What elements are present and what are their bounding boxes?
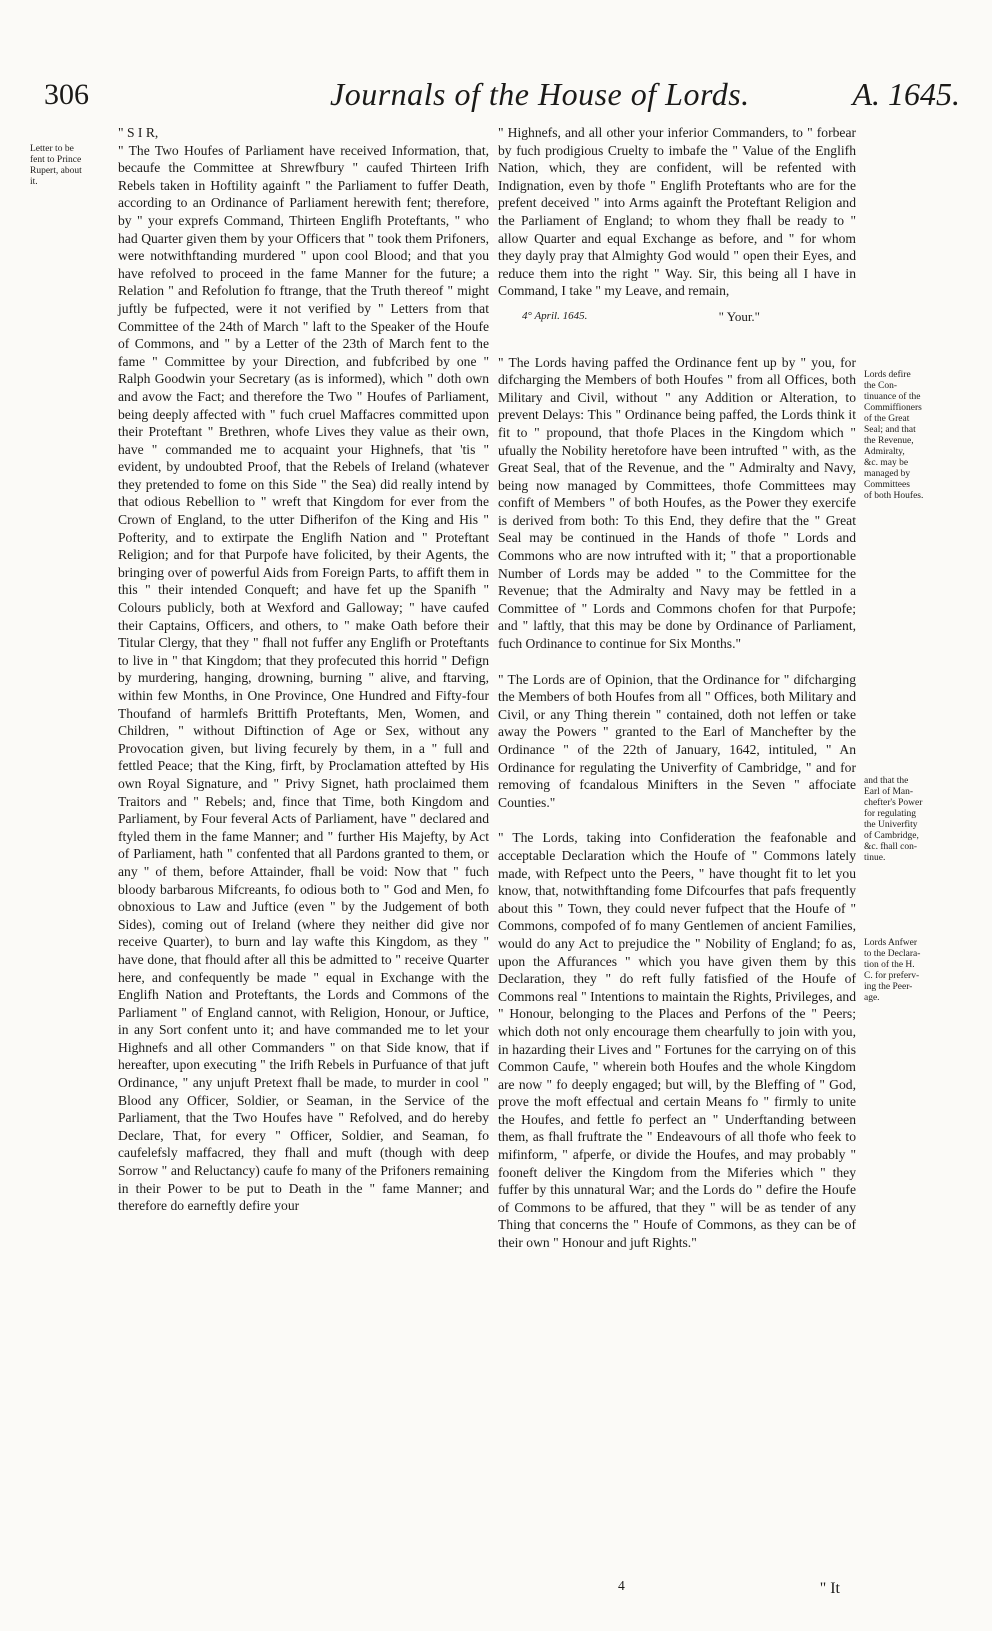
margin-note-line: of Cambridge,: [864, 831, 919, 841]
paragraph-ordinance: " The Lords having paffed the Ordinance fent up by " you, for difcharging the Members of both Houfes " from all Offices, both Military and Civil, without " any Addition or Alteration, to prevent Delays: This " Ordinance being paffed, the Lords think it fit to " propound, that thofe Places in the Kingdom which " ufually the Nobility heretofore have been intrufted " with, as the Great Seal, that of the Revenue, and the " Admiralty and Navy, being now managed by Committees, thofe Committees may confift of Members " of both Houfes, as the Power they exercife is derived from both: To this End, they defire that the " Great Seal may be continued in the Hands of thofe " Lords and Commons who are now intrufted with it; " that a proportionable Number of Lords may be added " to the Committee for the Revenue; that the Admiralty and Navy may be fettled in a Committee of " Lords and Commons chofen for that Purpofe; and " laftly, that this may be done by Ordinance of Parliament, fuch Ordinance to continue for Six Months.": [498, 354, 856, 652]
margin-note-manchester: [864, 776, 956, 864]
margin-note-line: Earl of Man-: [864, 787, 914, 797]
margin-note-lords-desire: [864, 370, 956, 502]
letter-continuation: " Highnefs, and all other your inferior Commanders, to " forbear by fuch prodigious Cruelty to imbafe the " Value of the Englifh Nation, which, they are confident, will be refented with Indignation, even by thofe " Englifh Proteftants who are for the prefent deceived " into Arms againft the Proteftant Religion and the Parliament of England; to whom they fhall be ready to " allow Quarter and equal Exchange as before, and " for whom they dayly pray that Almighty God would " open their Eyes, and reduce them into the right " Way. Sir, this being all I have in Command, I take " my Leave, and remain,: [498, 125, 856, 299]
margin-note-line: age.: [864, 993, 880, 1003]
margin-note-line: it.: [30, 177, 38, 187]
letter-body: " The Two Houfes of Parliament have received Information, that, becaufe the Committee at Shrewfbury " caufed Thirteen Irifh Rebels taken in Hoftility againft " the Parliament to fuffer Death, according to an Ordinance of Parliament herewith fent; therefore, by " your exprefs Command, Thirteen Englifh Proteftants, " who had Quarter given them by your Officers that " took them Prifoners, were notwithftanding murdered " upon cool Blood; and that you have refolved to proceed in the fame Manner for the future; a Relation " and Refolution fo ftrange, that the Truth thereof " might juftly be fufpected, were it not verified by " Letters from that Committee of the 24th of March " laft to the Speaker of the Houfe of Commons, and " by a Letter of the 23th of March fent to the fame " Committee by your Direction, and fubfcribed by one " Ralph Goodwin your Secretary (as is informed), which " doth own and avow the Fact; and therefore the Two " Houfes of Parliament, being deeply affected with " fuch cruel Maffacres committed upon their Proteftant " Brethren, whofe Lives they value as their own, have " commanded me to acquaint your Highnefs, that 'tis " evident, by undoubted Proof, that the Rebels of Ireland (whatever they pretended to fome on this Side " the Sea) did really intend by that odious Rebellion to " wreft that Kingdom for ever from the Crown of England, to the utter Difherifon of the King and His " Pofterity, and to extirpate the Englifh Nation and " Proteftant Religion; and for that Purpofe have folicited, by their Agents, the bringing over of powerful Aids from Foreign Parts, to affift them in this " their intended Conqueft; and have fet up the Spanifh " Colours publicly, both at Wexford and Galloway; " have caufed their Captains, Officers, and others, to " make Oath before their Titular Clergy, that they " fhall not fuffer any Englifh or Proteftants to live in " that Kingdom; that they profecuted this horrid " Defign by murdering, hanging, drowning, burning " alive, and ftarving, within few Months, in One Province, One Hundred and Fifty-four Thoufand of harmlefs Brittifh Proteftants, Men, Women, and Children, " without Diftinction of Age or Sex, without any Provocation given, but living fecurely by them, in a " full and fettled Peace; that the King, firft, by Proclamation attefted by His own Royal Signature, and " Privy Signet, hath proclaimed them Traitors and " Rebels; and, fince that Time, both Kingdom and Parliament, by Four feveral Acts of Parliament, have " declared and ftyled them in the fame Manner; and " further His Majefty, by Act of Parliament, hath " confented that all Pardons granted to them, or any " of them, before Attainder, fhall be void: Now that " fuch bloody barbarous Mifcreants, fo odious both to " God and Men, fo obnoxious to Law and Juftice (even " by the Judgement of both Sides), coming out of Ireland (where they neither did give nor receive Quarter), to burn and lay wafte this Kingdom, as they " have done, that fhould after all this be admitted to " receive Quarter here, and confequently be made " equal in Exchange with the Englifh Nation and Proteftants, the Lords and Commons of the Parliament " of England cannot, with Religion, Honour, or Juftice, in any Sort confent unto it; and have commanded me to let your Highnefs and all other Commanders " on that Side know, that if hereafter, upon executing " the Irifh Rebels in Purfuance of that juft Ordinance, " any unjuft Pretext fhall be made, to murder in cool " Blood any Officer, Soldier, or Seaman, in the Service of the Parliament, that the Two Houfes have " Refolved, and do hereby Declare, That, for every " Officer, Soldier, and Seaman, fo caufelefsly maffacred, they fhall and muft (though with deep Sorrow " and Reluctancy) caufe fo many of the Prifoners remaining in their Power to be put to Death in the " fame Manner; and therefore do earneftly defire your: [118, 142, 489, 1214]
margin-note-line: fent to Prince: [30, 155, 82, 165]
margin-note-line: Lords Anfwer: [864, 938, 918, 948]
letter-dateline: [498, 308, 856, 326]
margin-note-line: ing the Peer-: [864, 982, 913, 992]
margin-note-line: of the Great: [864, 414, 910, 424]
right-column: [498, 124, 856, 1270]
margin-note-line: &c. may be: [864, 458, 909, 468]
margin-note-line: tion of the H.: [864, 960, 915, 970]
margin-note-line: Admiralty,: [864, 447, 905, 457]
margin-note-line: Letter to be: [30, 144, 74, 154]
margin-note-line: Rupert, about: [30, 166, 82, 176]
margin-note-line: Seal; and that: [864, 425, 916, 435]
margin-note-line: the Univerfity: [864, 820, 918, 830]
signature-mark: 4: [618, 1578, 625, 1593]
margin-note-line: tinue.: [864, 853, 886, 863]
margin-note-line: C. for preferv-: [864, 971, 920, 981]
salutation: " S I R,: [118, 125, 159, 140]
margin-note-letter: [30, 144, 114, 188]
margin-note-answer: [864, 938, 956, 1004]
margin-note-line: chefter's Power: [864, 798, 923, 808]
page-footer: [498, 1578, 856, 1600]
running-title: Journals of the House of Lords.: [330, 76, 750, 112]
paragraph-opinion: " The Lords are of Opinion, that the Ordinance for " difcharging the Members of both Houfes from all " Offices, both Military and Civil, or any Thing therein " contained, doth not leffen or take away the Powers " granted to the Earl of Manchefter by the Ordinance " of the 22th of January, 1642, intituled, " An Ordinance for regulating the Univerfity of Cambridge, " and for removing of fcandalous Minifters in the Seven " affociate Counties.": [498, 671, 856, 810]
margin-note-line: to the Declara-: [864, 949, 921, 959]
paragraph-declaration: " The Lords, taking into Confideration the feafonable and acceptable Declaration which the Houfe of " Commons lately made, with Refpect unto the Peers, " have thought fit to let you know, that, notwithftanding fome Difcourfes that pafs frequently about this " Town, they could never fufpect that the Houfe of " Commons, compofed of fo many Gentlemen of ancient Families, would do any Act to prejudice the " Nobility of England; fo as, upon the Affurances " which you have given them by this Declaration, they " do reft fully fatisfied of the Houfe of Commons real " Intentions to maintain the Rights, Privileges, and " Honour, belonging to the Places and Perfons of the " Peers; which doth not only encourage them chearfully to join with you, in hazarding their Lives and " Fortunes for the carrying on of this Common Caufe, " wherein both Houfes and the whole Kingdom are now " fo deeply engaged; but will, by the Bleffing of " God, prove the moft effectual and certain Means fo " firmly to unite the Houfes, and fettle fo perfect an " Underftanding between them, as fhall fruftrate the " Endeavours of all thofe who feek to mifinform, " afperfe, or divide the Houfes, and may probably " fooneft deliver the Kingdom from the Miferies which " they fuffer by this unnatural War; and the Lords do " defire the Houfe of Commons to be affured, that they " will be as tender of any Thing that concerns the " Houfe of Commons, as they can be of their own " Honour and juft Rights.": [498, 830, 856, 1251]
margin-note-line: Committees: [864, 480, 910, 490]
margin-note-line: Commiffioners: [864, 403, 922, 413]
left-column: [118, 124, 489, 1215]
margin-note-line: the Revenue,: [864, 436, 914, 446]
margin-note-line: Lords defire: [864, 370, 911, 380]
catchword: " It: [819, 1580, 840, 1597]
page-number: 306: [44, 78, 89, 111]
letter-date: 4° April. 1645.: [522, 309, 588, 322]
margin-note-line: &c. fhall con-: [864, 842, 918, 852]
letter-closing: " Your.": [718, 308, 760, 324]
margin-note-line: tinuance of the: [864, 392, 921, 402]
margin-note-line: of both Houfes.: [864, 491, 924, 501]
margin-note-line: managed by: [864, 469, 911, 479]
margin-note-line: and that the: [864, 776, 909, 786]
margin-note-line: the Con-: [864, 381, 897, 391]
running-year: A. 1645.: [852, 76, 960, 112]
page-header: [30, 66, 960, 126]
margin-note-line: for regulating: [864, 809, 916, 819]
